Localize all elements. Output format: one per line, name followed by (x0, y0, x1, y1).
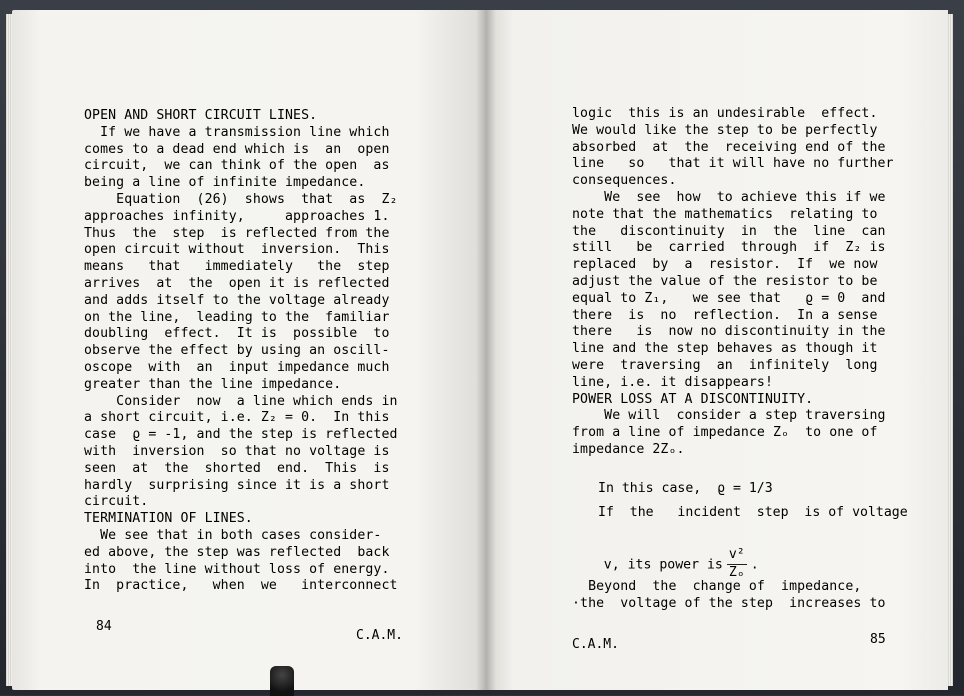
text-line: absorbed at the receiving end of the (572, 139, 886, 155)
text-line: line and the step behaves as though it (572, 341, 878, 357)
text-line: from a line of impedance Zₒ to one of (572, 425, 878, 441)
text-line: case ϱ = -1, and the step is reflected (84, 427, 398, 443)
text-line: In practice, when we interconnect (84, 578, 398, 594)
text-line: replaced by a resistor. If we now (572, 257, 878, 273)
power-prefix: v, its power is (603, 557, 723, 573)
text-line: the discontinuity in the line can (572, 223, 886, 239)
text-line: equal to Z₁, we see that ϱ = 0 and (572, 290, 886, 306)
text-line: Thus the step is reflected from the (84, 225, 390, 241)
text-line: still be carried through if Z₂ is (572, 240, 886, 256)
text-line: greater than the line impedance. (84, 376, 342, 392)
text-line: Equation (26) shows that as Z₂ (84, 191, 398, 207)
left-page-body (84, 108, 414, 595)
in-this-case-line: In this case, ϱ = 1/3 (598, 481, 773, 496)
beyond-paragraph (572, 579, 886, 613)
text-line: ·the voltage of the step increases to (572, 595, 886, 611)
power-denominator: Zₒ (728, 564, 745, 580)
binder-clip (270, 666, 294, 696)
text-line: We see that in both cases consider- (84, 527, 382, 543)
text-line: circuit, we can think of the open as (84, 158, 390, 174)
text-line: adjust the value of the resistor to be (572, 273, 878, 289)
incident-step-line: If the incident step is of voltage (598, 505, 908, 520)
text-line: there is no reflection. In a sense (572, 307, 878, 323)
text-line: were traversing an infinitely long (572, 357, 878, 373)
text-line: We would like the step to be perfectly (572, 122, 878, 138)
text-line: open circuit without inversion. This (84, 242, 390, 258)
text-line: a short circuit, i.e. Z₂ = 0. In this (84, 410, 390, 426)
text-line: OPEN AND SHORT CIRCUIT LINES. (84, 108, 318, 123)
text-line: Consider now a line which ends in (84, 393, 398, 409)
book-gutter (476, 10, 496, 690)
text-line: seen at the shorted end. This is (84, 460, 390, 476)
text-line: being a line of infinite impedance. (84, 175, 366, 191)
text-line: note that the mathematics relating to (572, 206, 878, 222)
text-line: TERMINATION OF LINES. (84, 511, 253, 527)
text-line: If we have a transmission line which (84, 124, 390, 140)
text-line: We will consider a step traversing (572, 408, 886, 424)
text-line: logic this is an undesirable effect. (572, 106, 878, 121)
text-line: line, i.e. it disappears! (572, 374, 773, 390)
left-page-number: 84 (96, 619, 112, 634)
right-page-number: 85 (870, 632, 886, 647)
text-line: with inversion so that no voltage is (84, 443, 390, 459)
text-line: arrives at the open it is reflected (84, 275, 390, 291)
text-line: hardly surprising since it is a short (84, 477, 390, 493)
text-line: doubling effect. It is possible to (84, 326, 390, 342)
text-line: there is now no discontinuity in the (572, 324, 886, 340)
text-line: line so that it will have no further (572, 156, 894, 172)
power-numerator: v² (727, 547, 747, 565)
text-line: circuit. (84, 494, 149, 510)
power-fraction (727, 547, 747, 582)
right-footer: C.A.M. (572, 637, 619, 652)
left-footer: C.A.M. (356, 628, 403, 643)
text-line: POWER LOSS AT A DISCONTINUITY. (572, 391, 814, 407)
text-line: comes to a dead end which is an open (84, 141, 390, 157)
text-line: Beyond the change of impedance, (572, 579, 862, 594)
power-suffix: . (750, 557, 759, 573)
text-line: into the line without loss of energy. (84, 561, 390, 577)
text-line: observe the effect by using an oscill- (84, 343, 390, 359)
text-line: We see how to achieve this if we (572, 189, 886, 205)
text-line: means that immediately the step (84, 259, 390, 275)
right-page-body (572, 106, 902, 459)
text-line: on the line, leading to the familiar (84, 309, 390, 325)
text-line: ed above, the step was reflected back (84, 544, 390, 560)
text-line: approaches infinity, approaches 1. (84, 208, 390, 224)
text-line: impedance 2Zₒ. (572, 441, 685, 457)
text-line: oscope with an input impedance much (84, 359, 390, 375)
text-line: and adds itself to the voltage already (84, 292, 390, 308)
text-line: consequences. (572, 173, 677, 189)
